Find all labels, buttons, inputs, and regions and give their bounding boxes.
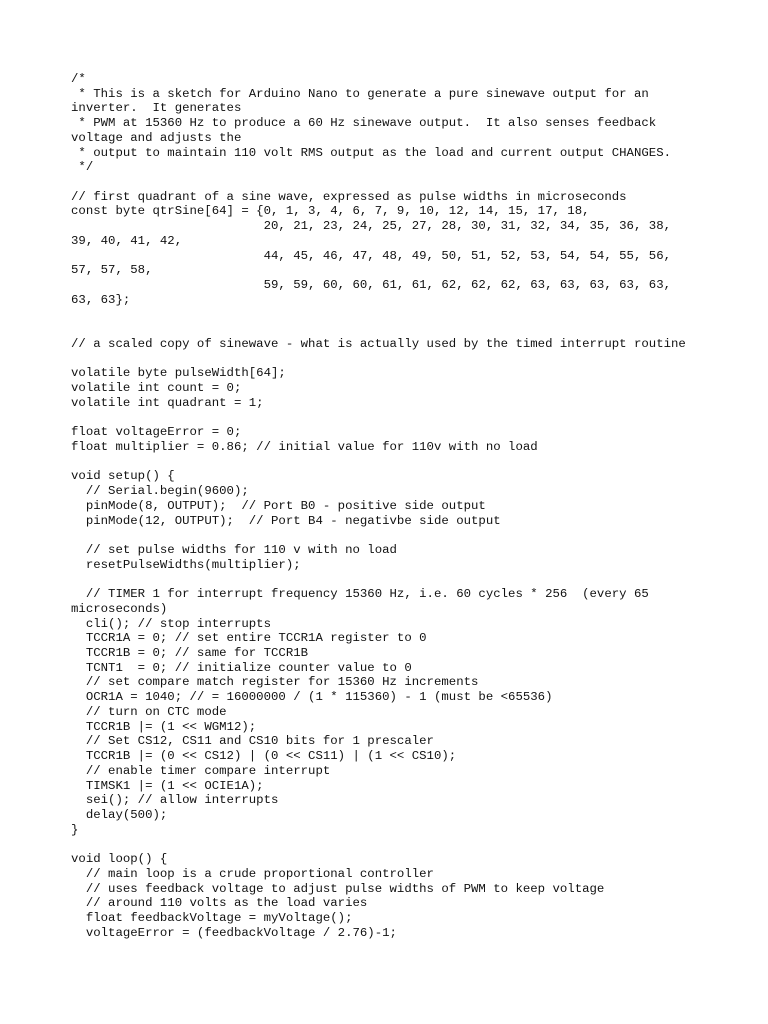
code-line: volatile int quadrant = 1; [71,395,264,410]
code-line: float feedbackVoltage = myVoltage(); [71,910,353,925]
code-line: // Set CS12, CS11 and CS10 bits for 1 prescaler [71,734,434,749]
code-line [71,837,701,852]
code-line: OCR1A = 1040; // = 16000000 / (1 * 115360) - 1 (must be <65536) [71,690,553,705]
code-line: pinMode(8, OUTPUT); // Port B0 - positive side output [71,498,486,513]
code-line: 39, 40, 41, 42, [71,233,183,248]
code-line: 20, 21, 23, 24, 25, 27, 28, 30, 31, 32, 34, 35, 36, 38, [71,219,672,234]
code-line: // around 110 volts as the load varies [71,896,368,911]
code-line: // first quadrant of a sine wave, expressed as pulse widths in microseconds [71,189,627,204]
code-line: 63, 63}; [71,292,131,307]
code-line: TCCR1B = 0; // same for TCCR1B [71,646,309,661]
code-line: microseconds) [71,601,168,616]
code-line: TIMSK1 |= (1 << OCIE1A); [71,778,264,793]
code-line: // set pulse widths for 110 v with no load [71,543,397,557]
code-line: float voltageError = 0; [71,425,242,440]
code-line: inverter. It generates [71,101,242,116]
code-line: float multiplier = 0.86; // initial value for 110v with no load [71,439,538,454]
code-line: /* [71,72,86,86]
code-line: pinMode(12, OUTPUT); // Port B4 - negativbe side output [71,513,501,528]
code-line: volatile int count = 0; [71,381,242,396]
code-line: 59, 59, 60, 60, 61, 61, 62, 62, 62, 63, 63, 63, 63, 63, [71,278,672,293]
code-line: void setup() { [71,469,175,484]
code-line: TCCR1A = 0; // set entire TCCR1A register to 0 [71,631,427,646]
code-line: */ [71,160,94,175]
code-line: sei(); // allow interrupts [71,793,279,808]
code-line: // a scaled copy of sinewave - what is actually used by the timed interrupt routine [71,336,686,351]
code-line: voltage and adjusts the [71,130,242,145]
code-line: // Serial.begin(9600); [71,484,249,499]
code-line: // main loop is a crude proportional controller [71,866,434,881]
code-line [71,175,701,190]
code-line: TCCR1B |= (0 << CS12) | (0 << CS11) | (1 << CS10); [71,749,457,764]
code-line: TCCR1B |= (1 << WGM12); [71,719,257,734]
code-line: * PWM at 15360 Hz to produce a 60 Hz sinewave output. It also senses feedback [71,116,657,131]
code-line: * output to maintain 110 volt RMS output as the load and current output CHANGES. [71,145,672,160]
code-listing [71,72,701,940]
code-line: // turn on CTC mode [71,704,227,719]
code-line: volatile byte pulseWidth[64]; [71,366,286,381]
code-line: // set compare match register for 15360 Hz increments [71,675,479,690]
code-line [71,528,701,543]
code-line: // uses feedback voltage to adjust pulse widths of PWM to keep voltage [71,881,605,896]
code-line [71,352,701,367]
code-line [71,308,701,323]
code-line: // enable timer compare interrupt [71,763,331,778]
code-line: cli(); // stop interrupts [71,616,272,631]
code-line [71,411,701,426]
code-line: } [71,822,79,837]
code-line: * This is a sketch for Arduino Nano to generate a pure sinewave output for an [71,86,649,101]
code-line: resetPulseWidths(multiplier); [71,557,301,572]
code-line [71,455,701,470]
code-line: 57, 57, 58, [71,263,153,278]
code-line: const byte qtrSine[64] = {0, 1, 3, 4, 6, 7, 9, 10, 12, 14, 15, 17, 18, [71,204,590,219]
code-line: 44, 45, 46, 47, 48, 49, 50, 51, 52, 53, 54, 54, 55, 56, [71,248,672,263]
code-line [71,572,701,587]
code-line: // TIMER 1 for interrupt frequency 15360 Hz, i.e. 60 cycles * 256 (every 65 [71,587,649,602]
code-line: voltageError = (feedbackVoltage / 2.76)-1; [71,925,397,940]
code-line: void loop() { [71,852,168,867]
code-line [71,322,701,337]
code-line: TCNT1 = 0; // initialize counter value to 0 [71,660,412,675]
code-line: delay(500); [71,807,168,822]
